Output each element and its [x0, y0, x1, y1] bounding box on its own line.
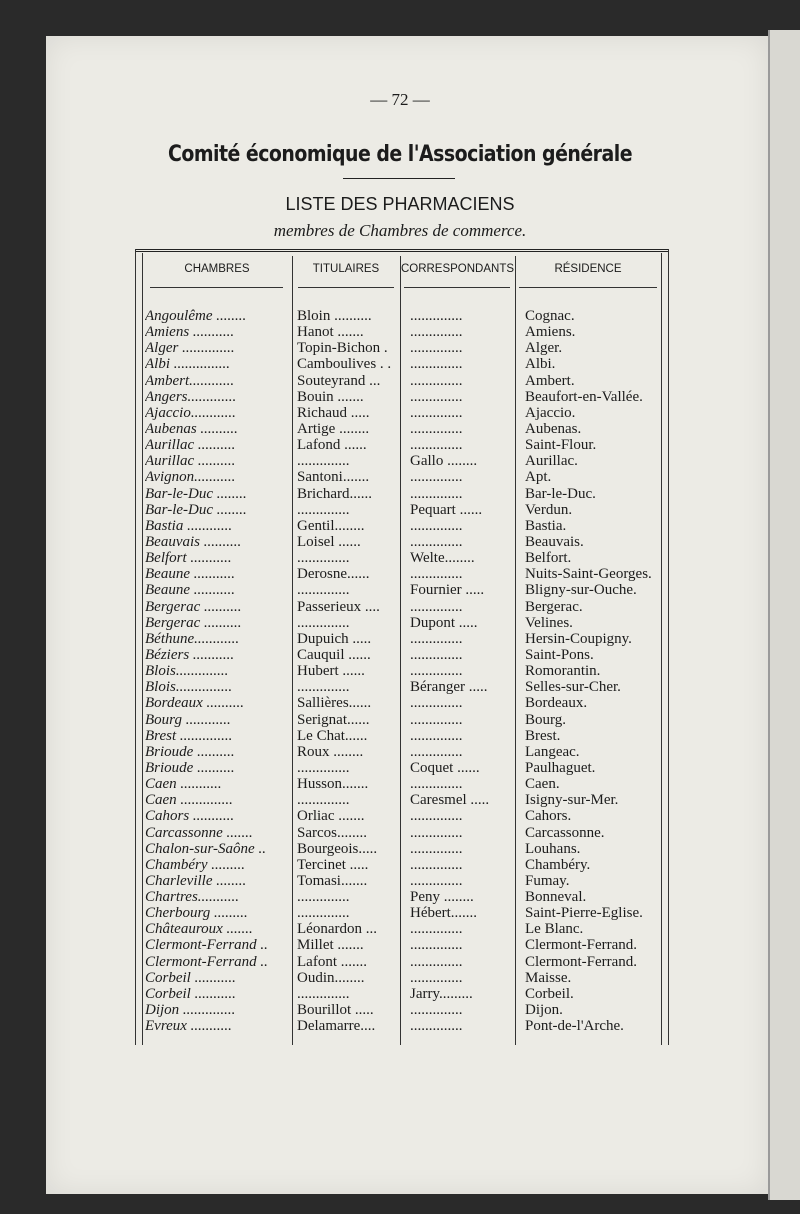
column-header-titulaires: TITULAIRES [312, 263, 380, 275]
residence-cell: Verdun. [525, 501, 573, 518]
residence-cell: Corbeil. [525, 985, 574, 1002]
correspondant-cell: Gallo ........ [410, 453, 478, 470]
chambre-cell: Brest .............. [145, 727, 233, 744]
titulaire-cell: Richaud ..... [297, 404, 370, 421]
table-row [0, 986, 800, 1002]
chambre-cell: Corbeil ........... [145, 985, 236, 1002]
table-row [0, 486, 800, 502]
titulaire-cell: Bloin .......... [297, 308, 372, 324]
correspondant-cell: .............. [410, 872, 463, 889]
table-row [0, 663, 800, 679]
titulaire-cell: Derosne...... [297, 566, 370, 583]
table-row [0, 615, 800, 631]
chambre-cell: Chartres........... [145, 889, 240, 906]
chambre-cell: Bar-le-Duc ........ [145, 485, 247, 502]
chambre-cell: Caen .............. [145, 792, 233, 809]
list-subtitle: membres de Chambres de commerce. [273, 221, 527, 240]
header-rule [298, 287, 394, 288]
residence-cell: Langeac. [525, 743, 580, 760]
correspondant-cell: Caresmel ..... [410, 792, 490, 809]
table-row [0, 373, 800, 389]
chambre-cell: Cherbourg ......... [145, 905, 248, 922]
titulaire-cell: Bouin ....... [297, 388, 364, 405]
residence-cell: Chambéry. [525, 856, 591, 873]
titulaire-cell: Husson....... [297, 776, 369, 793]
residence-cell: Belfort. [525, 550, 572, 567]
chambre-cell: Amiens ........... [145, 324, 235, 341]
residence-cell: Pont-de-l'Arche. [525, 1018, 624, 1035]
chambre-cell: Angers............. [145, 388, 237, 405]
residence-cell: Velines. [525, 614, 573, 631]
correspondant-cell: Peny ........ [410, 889, 474, 906]
titulaire-cell: .............. [297, 889, 350, 906]
chambre-cell: Aurillac .......... [145, 453, 236, 470]
titulaire-cell: Bourgeois..... [297, 840, 378, 857]
residence-cell: Alger. [525, 340, 563, 357]
titulaire-cell: .............. [297, 550, 350, 567]
table-row [0, 566, 800, 582]
residence-cell: Saint-Pierre-Eglise. [525, 905, 643, 922]
titulaire-cell: .............. [297, 905, 350, 922]
chambre-cell: Brioude .......... [145, 759, 235, 776]
chambre-cell: Aurillac .......... [145, 437, 236, 454]
chambre-cell: Châteauroux ....... [145, 921, 253, 938]
table-row [0, 324, 800, 340]
titulaire-cell: Gentil........ [297, 517, 365, 534]
table-row [0, 582, 800, 598]
table-row [0, 1002, 800, 1018]
column-header-chambres: CHAMBRES [184, 263, 250, 275]
residence-cell: Clermont-Ferrand. [525, 937, 638, 954]
correspondant-cell: Jarry......... [410, 985, 473, 1002]
residence-cell: Ambert. [525, 372, 575, 389]
residence-cell: Romorantin. [525, 663, 601, 680]
chambre-cell: Brioude .......... [145, 743, 235, 760]
chambre-cell: Bordeaux .......... [145, 695, 245, 712]
correspondant-cell: Dupont ..... [410, 614, 478, 631]
table-row [0, 954, 800, 970]
titulaire-cell: .............. [297, 501, 350, 518]
chambre-cell: Corbeil ........... [145, 969, 236, 986]
titulaire-cell: Passerieux .... [297, 598, 380, 615]
correspondant-cell: Pequart ...... [410, 501, 483, 518]
table-row [0, 776, 800, 792]
chambre-cell: Blois............... [145, 679, 233, 696]
residence-cell: Hersin-Coupigny. [525, 630, 632, 647]
residence-cell: Fumay. [525, 872, 570, 889]
titulaire-cell: Souteyrand ... [297, 372, 381, 389]
table-row [0, 308, 800, 324]
chambre-cell: Béthune............ [145, 630, 240, 647]
correspondant-cell: .............. [410, 711, 463, 728]
chambre-cell: Beauvais .......... [145, 533, 242, 550]
residence-cell: Carcassonne. [525, 824, 605, 841]
table-row [0, 695, 800, 711]
correspondant-cell: .............. [410, 324, 463, 341]
list-title: LISTE DES PHARMACIENS [285, 194, 515, 214]
residence-cell: Selles-sur-Cher. [525, 679, 621, 696]
chambre-cell: Chambéry ......... [145, 856, 245, 873]
table-row [0, 679, 800, 695]
titulaire-cell: Orliac ....... [297, 808, 365, 825]
chambre-cell: Beaune ........... [145, 582, 235, 599]
residence-cell: Amiens. [525, 324, 576, 341]
table-row [0, 905, 800, 921]
residence-cell: Saint-Pons. [525, 646, 594, 663]
column-header-residence: RÉSIDENCE [554, 263, 622, 275]
residence-cell: Paulhaguet. [525, 759, 596, 776]
header-rule [150, 287, 283, 288]
residence-cell: Bastia. [525, 517, 567, 534]
titulaire-cell: Millet ....... [297, 937, 364, 954]
correspondant-cell: Fournier ..... [410, 582, 485, 599]
chambre-cell: Clermont-Ferrand .. [145, 953, 268, 970]
residence-cell: Brest. [525, 727, 561, 744]
chambre-cell: Charleville ........ [145, 872, 247, 889]
titulaire-cell: Roux ........ [297, 743, 364, 760]
table-row [0, 534, 800, 550]
residence-cell: Aurillac. [525, 453, 578, 470]
table-row [0, 825, 800, 841]
residence-cell: Bligny-sur-Ouche. [525, 582, 637, 599]
residence-cell: Isigny-sur-Mer. [525, 792, 619, 809]
table-row [0, 857, 800, 873]
correspondant-cell: .............. [410, 695, 463, 712]
residence-cell: Bordeaux. [525, 695, 588, 712]
table-row [0, 518, 800, 534]
correspondant-cell: .............. [410, 598, 463, 615]
titulaire-cell: .............. [297, 759, 350, 776]
titulaire-cell: Lafond ...... [297, 437, 367, 454]
table-row [0, 921, 800, 937]
titulaire-cell: .............. [297, 792, 350, 809]
table-row [0, 889, 800, 905]
chambre-cell: Carcassonne ....... [145, 824, 253, 841]
correspondant-cell: .............. [410, 517, 463, 534]
correspondant-cell: .............. [410, 1002, 463, 1019]
residence-cell: Saint-Flour. [525, 437, 597, 454]
table-row [0, 389, 800, 405]
table-row [0, 1018, 800, 1034]
correspondant-cell: .............. [410, 969, 463, 986]
chambre-cell: Bar-le-Duc ........ [145, 501, 247, 518]
chambre-cell: Evreux ........... [145, 1018, 232, 1035]
titulaire-cell: Léonardon ... [297, 921, 377, 938]
chambre-cell: Avignon........... [145, 469, 236, 486]
correspondant-cell: .............. [410, 404, 463, 421]
titulaire-cell: Artige ........ [297, 420, 370, 437]
residence-cell: Apt. [525, 469, 552, 486]
chambre-cell: Albi ............... [145, 356, 230, 373]
table-row [0, 453, 800, 469]
chambre-cell: Bergerac .......... [145, 598, 242, 615]
header-rule [519, 287, 657, 288]
correspondant-cell: .............. [410, 630, 463, 647]
title-divider [343, 178, 455, 179]
correspondant-cell: .............. [410, 420, 463, 437]
titulaire-cell: Sarcos........ [297, 824, 367, 841]
chambre-cell: Chalon-sur-Saône .. [145, 840, 266, 857]
titulaire-cell: .............. [297, 679, 350, 696]
correspondant-cell: Béranger ..... [410, 679, 488, 696]
table-row [0, 647, 800, 663]
correspondant-cell: .............. [410, 937, 463, 954]
table-row [0, 873, 800, 889]
titulaire-cell: .............. [297, 582, 350, 599]
chambre-cell: Dijon .............. [145, 1002, 236, 1019]
correspondant-cell: .............. [410, 808, 463, 825]
table-row [0, 937, 800, 953]
titulaire-cell: Santoni....... [297, 469, 370, 486]
chambre-cell: Angoulême ........ [145, 308, 247, 324]
residence-cell: Dijon. [525, 1002, 563, 1019]
table-row [0, 502, 800, 518]
correspondant-cell: .............. [410, 953, 463, 970]
table-top-border [135, 249, 668, 252]
correspondant-cell: .............. [410, 356, 463, 373]
correspondant-cell: .............. [410, 566, 463, 583]
table-row [0, 631, 800, 647]
chambre-cell: Alger .............. [145, 340, 235, 357]
titulaire-cell: Topin-Bichon . [297, 340, 388, 357]
residence-cell: Beauvais. [525, 533, 584, 550]
titulaire-cell: Bourillot ..... [297, 1002, 374, 1019]
correspondant-cell: .............. [410, 372, 463, 389]
chambre-cell: Bergerac .......... [145, 614, 242, 631]
correspondant-cell: .............. [410, 856, 463, 873]
page-number: — 72 — [370, 90, 430, 109]
chambre-cell: Clermont-Ferrand .. [145, 937, 268, 954]
correspondant-cell: Welte........ [410, 550, 475, 567]
table-row [0, 792, 800, 808]
titulaire-cell: Camboulives . . [297, 356, 392, 373]
table-row [0, 744, 800, 760]
correspondant-cell: .............. [410, 1018, 463, 1035]
chambre-cell: Ajaccio............ [145, 404, 236, 421]
chambre-cell: Ambert............ [145, 372, 235, 389]
titulaire-cell: Serignat...... [297, 711, 370, 728]
titulaire-cell: .............. [297, 614, 350, 631]
correspondant-cell: .............. [410, 776, 463, 793]
table-row [0, 808, 800, 824]
correspondant-cell: .............. [410, 485, 463, 502]
residence-cell: Bar-le-Duc. [525, 485, 596, 502]
residence-cell: Caen. [525, 776, 560, 793]
correspondant-cell: .............. [410, 824, 463, 841]
column-header-correspondants: CORRESPONDANTS [400, 263, 515, 275]
residence-cell: Maisse. [525, 969, 572, 986]
chambre-cell: Aubenas .......... [145, 420, 238, 437]
correspondant-cell: .............. [410, 533, 463, 550]
table-row [0, 340, 800, 356]
correspondant-cell: .............. [410, 663, 463, 680]
correspondant-cell: .............. [410, 840, 463, 857]
correspondant-cell: .............. [410, 437, 463, 454]
titulaire-cell: .............. [297, 985, 350, 1002]
chambre-cell: Béziers ........... [145, 646, 235, 663]
titulaire-cell: Loisel ...... [297, 533, 361, 550]
table-row [0, 405, 800, 421]
correspondant-cell: Hébert....... [410, 905, 478, 922]
chambre-cell: Blois.............. [145, 663, 229, 680]
table-row [0, 550, 800, 566]
residence-cell: Bergerac. [525, 598, 583, 615]
table-row [0, 599, 800, 615]
residence-cell: Albi. [525, 356, 556, 373]
chambre-cell: Cahors ........... [145, 808, 235, 825]
titulaire-cell: Delamarre.... [297, 1018, 376, 1035]
page-title: Comité économique de l'Association générale [167, 142, 633, 167]
residence-cell: Clermont-Ferrand. [525, 953, 638, 970]
residence-cell: Beaufort-en-Vallée. [525, 388, 643, 405]
correspondant-cell: .............. [410, 308, 463, 324]
titulaire-cell: Oudin........ [297, 969, 365, 986]
correspondant-cell: .............. [410, 388, 463, 405]
residence-cell: Bonneval. [525, 889, 587, 906]
titulaire-cell: .............. [297, 453, 350, 470]
residence-cell: Cognac. [525, 308, 575, 324]
table-row [0, 421, 800, 437]
correspondant-cell: .............. [410, 921, 463, 938]
titulaire-cell: Le Chat...... [297, 727, 368, 744]
titulaire-cell: Lafont ....... [297, 953, 367, 970]
chambre-cell: Bastia ............ [145, 517, 233, 534]
residence-cell: Louhans. [525, 840, 581, 857]
table-row [0, 760, 800, 776]
titulaire-cell: Cauquil ...... [297, 646, 371, 663]
pharmacist-table [0, 308, 800, 1034]
correspondant-cell: .............. [410, 340, 463, 357]
correspondant-cell: .............. [410, 727, 463, 744]
table-row [0, 712, 800, 728]
residence-cell: Le Blanc. [525, 921, 584, 938]
table-row [0, 728, 800, 744]
correspondant-cell: .............. [410, 646, 463, 663]
titulaire-cell: Dupuich ..... [297, 630, 372, 647]
titulaire-cell: Brichard...... [297, 485, 372, 502]
table-row [0, 356, 800, 372]
table-row [0, 437, 800, 453]
titulaire-cell: Hanot ....... [297, 324, 364, 341]
residence-cell: Cahors. [525, 808, 572, 825]
titulaire-cell: Hubert ...... [297, 663, 365, 680]
header-rule [404, 287, 510, 288]
table-row [0, 841, 800, 857]
titulaire-cell: Tercinet ..... [297, 856, 369, 873]
chambre-cell: Belfort ........... [145, 550, 232, 567]
residence-cell: Ajaccio. [525, 404, 576, 421]
residence-cell: Aubenas. [525, 420, 582, 437]
titulaire-cell: Tomasi....... [297, 872, 368, 889]
chambre-cell: Caen ........... [145, 776, 222, 793]
residence-cell: Nuits-Saint-Georges. [525, 566, 652, 583]
correspondant-cell: Coquet ...... [410, 759, 480, 776]
chambre-cell: Bourg ............ [145, 711, 231, 728]
table-row [0, 469, 800, 485]
residence-cell: Bourg. [525, 711, 566, 728]
table-row [0, 970, 800, 986]
chambre-cell: Beaune ........... [145, 566, 235, 583]
titulaire-cell: Sallières...... [297, 695, 372, 712]
correspondant-cell: .............. [410, 469, 463, 486]
correspondant-cell: .............. [410, 743, 463, 760]
